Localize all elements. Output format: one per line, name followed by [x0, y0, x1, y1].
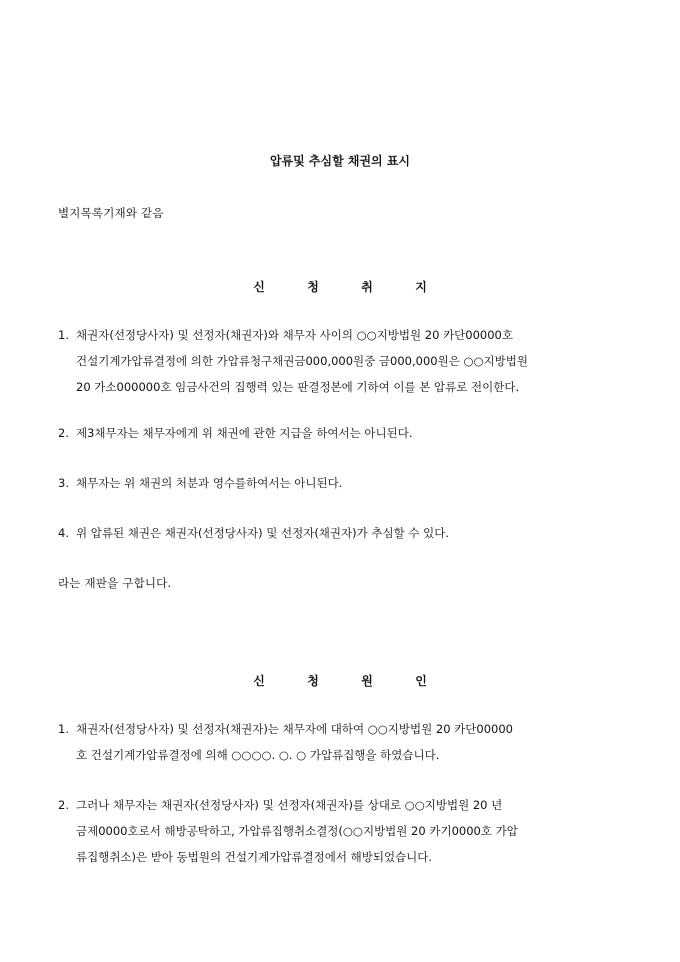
item-text-line: 건설기계가압류결정에 의한 가압류청구채권금000,000원중 금000,000원은 ○○지방법원 — [76, 354, 528, 368]
claim-item — [58, 470, 638, 496]
item-text-line: 채권자(선정당사자) 및 선정자(채권자)는 채무자에 대하여 ○○지방법원 20 카단00000 — [76, 722, 513, 736]
cause-item — [58, 716, 638, 768]
item-text-line: 위 압류된 채권은 채권자(선정당사자) 및 선정자(채권자)가 추심할 수 있다. — [76, 526, 450, 540]
heading-char: 원 — [361, 674, 373, 688]
claim-item — [58, 520, 638, 546]
claim-purpose-heading — [0, 278, 680, 295]
heading-char: 청 — [307, 674, 319, 688]
item-text-line: 그러나 채무자는 채권자(선정당사자) 및 선정자(채권자)를 상대로 ○○지방법원 20 년 — [76, 798, 503, 812]
heading-char: 청 — [307, 280, 319, 294]
heading-char: 신 — [253, 674, 265, 688]
heading-char: 신 — [253, 280, 265, 294]
item-number: 2. — [58, 426, 69, 440]
appendix-reference: 별지목록기재와 같음 — [58, 206, 164, 220]
item-number: 2. — [58, 798, 69, 812]
claim-item — [58, 322, 638, 400]
item-text-line: 류집행취소)은 받아 동법원의 건설기계가압류결정에서 해방되었습니다. — [76, 850, 433, 864]
item-text-line: 금제0000호로서 해방공탁하고, 가압류집행취소결정(○○지방법원 20 카기0000호 가압 — [76, 824, 518, 838]
item-number: 1. — [58, 722, 69, 736]
heading-char: 지 — [415, 280, 427, 294]
claim-item — [58, 420, 638, 446]
item-number: 3. — [58, 476, 69, 490]
item-number: 4. — [58, 526, 69, 540]
item-text-line: 채무자는 위 채권의 처분과 영수를하여서는 아니된다. — [76, 476, 343, 490]
claim-cause-heading — [0, 672, 680, 689]
item-number: 1. — [58, 328, 69, 342]
closing-line: 라는 재판을 구합니다. — [58, 576, 172, 590]
cause-item — [58, 792, 638, 870]
document-title: 압류및 추심할 채권의 표시 — [269, 154, 411, 168]
item-text-line: 20 가소000000호 임금사건의 집행력 있는 판결정본에 기하여 이를 본 압류로 전이한다. — [76, 380, 520, 394]
item-text-line: 제3채무자는 채무자에게 위 채권에 관한 지급을 하여서는 아니된다. — [76, 426, 413, 440]
heading-char: 취 — [361, 280, 373, 294]
item-text-line: 채권자(선정당사자) 및 선정자(채권자)와 채무자 사이의 ○○지방법원 20 카단00000호 — [76, 328, 513, 342]
item-text-line: 호 건설기계가압류결정에 의해 ○○○○. ○. ○ 가압류집행을 하였습니다. — [76, 748, 440, 762]
heading-char: 인 — [415, 674, 427, 688]
